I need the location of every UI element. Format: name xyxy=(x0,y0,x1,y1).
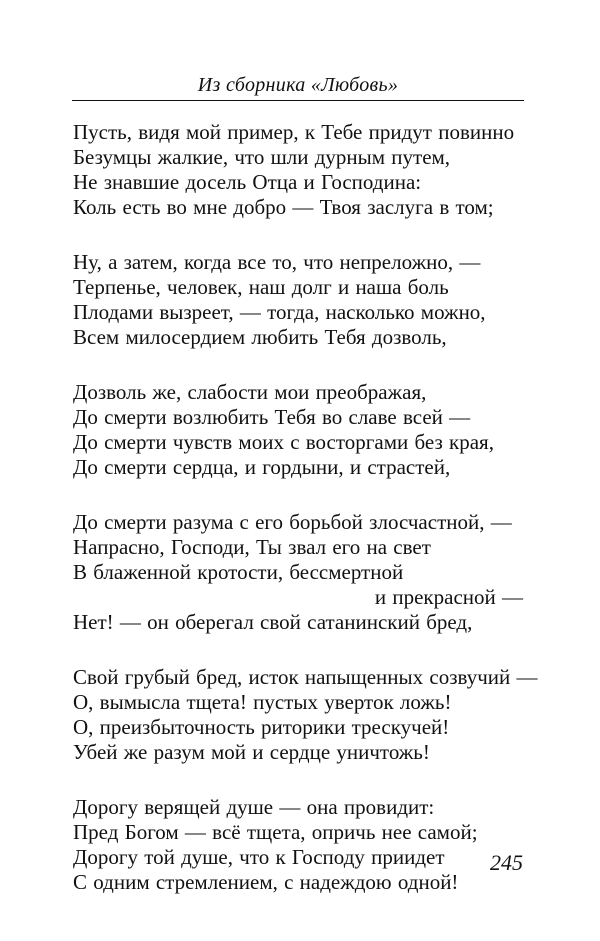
poem-line: Дорогу верящей душе — она провидит: xyxy=(73,795,435,819)
poem-line-continuation: и прекрасной — xyxy=(374,585,523,609)
poem-line: Убей же разум мой и сердце уничтожь! xyxy=(73,740,430,764)
running-header xyxy=(72,72,524,98)
poem-line: О, вымысла тщета! пустых уверток ложь! xyxy=(73,690,452,714)
poem-line: Терпенье, человек, наш долг и наша боль xyxy=(73,275,449,299)
stanza xyxy=(73,665,538,765)
poem-line: Безумцы жалкие, что шли дурным путем, xyxy=(73,145,451,169)
poem-line: Нет! — он оберегал свой сатанинский бред, xyxy=(73,610,473,634)
stanza xyxy=(73,510,523,635)
poem-line: С одним стремлением, с надеждою одной! xyxy=(73,870,459,894)
poem-line: Коль есть во мне добро — Твоя заслуга в том; xyxy=(73,195,494,219)
poem-line: Свой грубый бред, исток напыщенных созвучий — xyxy=(73,665,538,689)
poem-line: До смерти чувств моих с восторгами без края, xyxy=(73,430,494,454)
header-divider xyxy=(72,100,524,101)
poem-line: Дорогу той душе, что к Господу приидет xyxy=(73,845,445,869)
page-number: 245 xyxy=(490,850,523,875)
poem-line: Пусть, видя мой пример, к Тебе придут повинно xyxy=(73,120,515,144)
stanza xyxy=(73,795,523,895)
poem-body xyxy=(73,120,538,925)
stanza xyxy=(73,120,523,220)
stanza xyxy=(73,380,523,480)
poem-line: Всем милосердием любить Тебя дозволь, xyxy=(73,325,447,349)
poem-line: Ну, а затем, когда все то, что непреложно, — xyxy=(73,250,481,274)
poem-line: До смерти сердца, и гордыни, и страстей, xyxy=(73,455,451,479)
poem-line: Не знавшие досель Отца и Господина: xyxy=(73,170,422,194)
poem-line: До смерти разума с его борьбой злосчастной, — xyxy=(73,510,512,534)
poem-line: Дозволь же, слабости мои преображая, xyxy=(73,380,427,404)
poem-line: До смерти возлюбить Тебя во славе всей — xyxy=(73,405,471,429)
poem-line: Напрасно, Господи, Ты звал его на свет xyxy=(73,535,431,559)
poem-line: В блаженной кротости, бессмертной xyxy=(73,560,404,584)
poem-line: Пред Богом — всё тщета, опричь нее самой; xyxy=(73,820,478,844)
poem-line: О, преизбыточность риторики трескучей! xyxy=(73,715,450,739)
poem-line: Плодами вызреет, — тогда, насколько можно, xyxy=(73,300,486,324)
running-header-title: Из сборника «Любовь» xyxy=(197,74,399,96)
stanza xyxy=(73,250,523,350)
